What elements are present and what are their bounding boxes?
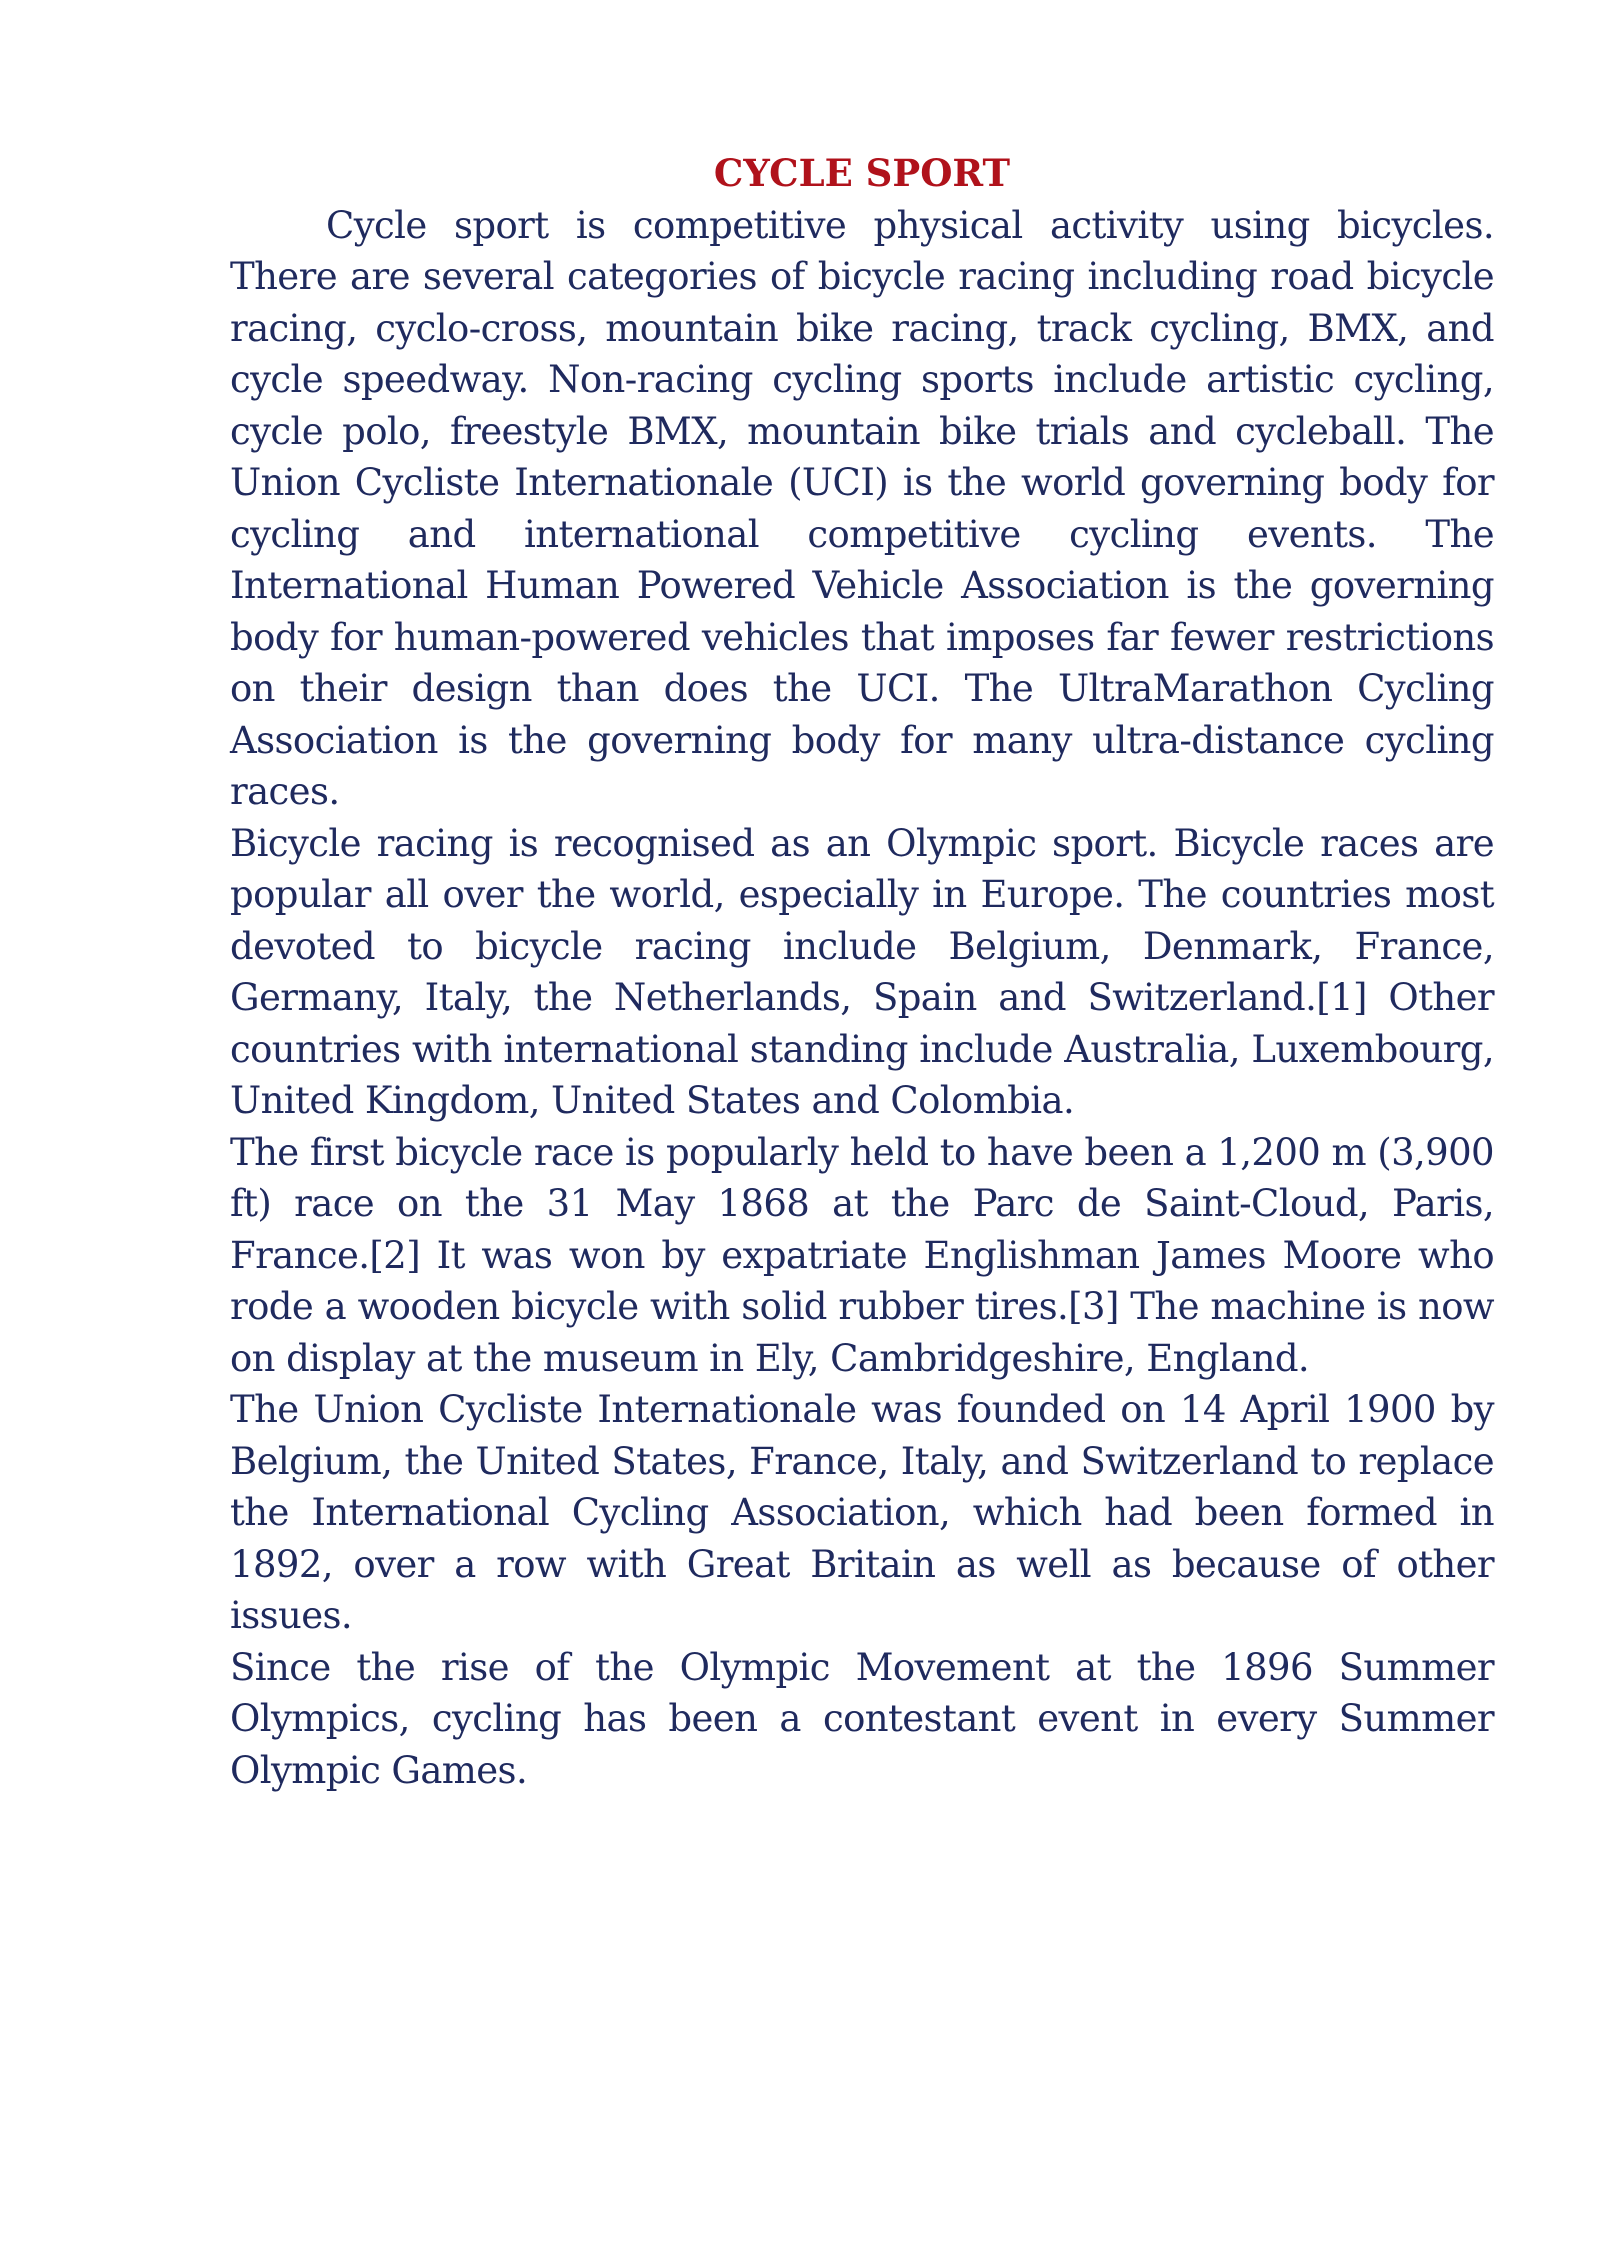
paragraph-intro: Cycle sport is competitive physical activity using bicycles. There are several categories of bicycle racing including road bicycle racing, cyclo-cross, mountain bike racing, track cycling, BMX, and cycle speedway. Non-racing cycling sports include artistic cycling, cycle polo, freestyle BMX, mountain bike trials and cycleball. The Union Cycliste Internationale (UCI) is the world governing body for cycling and international competitive cycling events. The International Human Powered Vehicle Association is the governing body for human-powered vehicles that imposes far fewer restrictions on their design than does the UCI. The UltraMarathon Cycling Association is the governing body for many ultra-distance cycling races. bbox=[230, 203, 1494, 813]
paragraph-uci-founding: The Union Cycliste Internationale was founded on 14 April 1900 by Belgium, the United States, France, Italy, and Switzerland to replace the International Cycling Association, which had been formed in 1892, over a row with Great Britain as well as because of other issues. bbox=[230, 1388, 1494, 1637]
paragraph-first-race: The first bicycle race is popularly held to have been a 1,200 m (3,900 ft) race on the 31 May 1868 at the Parc de Saint-Cloud, Paris, France.[2] It was won by expatriate Englishman James Moore who rode a wooden bicycle with solid rubber tires.[3] The machine is now on display at the museum in Ely, Cambridgeshire, England. bbox=[230, 1130, 1494, 1380]
document-title: CYCLE SPORT bbox=[713, 151, 1011, 195]
document-body bbox=[230, 148, 1494, 1796]
paragraph-olympic-sport: Bicycle racing is recognised as an Olympic sport. Bicycle races are popular all over the world, especially in Europe. The countries most devoted to bicycle racing include Belgium, Denmark, France, Germany, Italy, the Netherlands, Spain and Switzerland.[1] Other countries with international standing include Australia, Luxembourg, United Kingdom, United States and Colombia. bbox=[230, 821, 1494, 1122]
paragraph-olympic-movement: Since the rise of the Olympic Movement at the 1896 Summer Olympics, cycling has been a contestant event in every Summer Olympic Games. bbox=[230, 1645, 1494, 1792]
